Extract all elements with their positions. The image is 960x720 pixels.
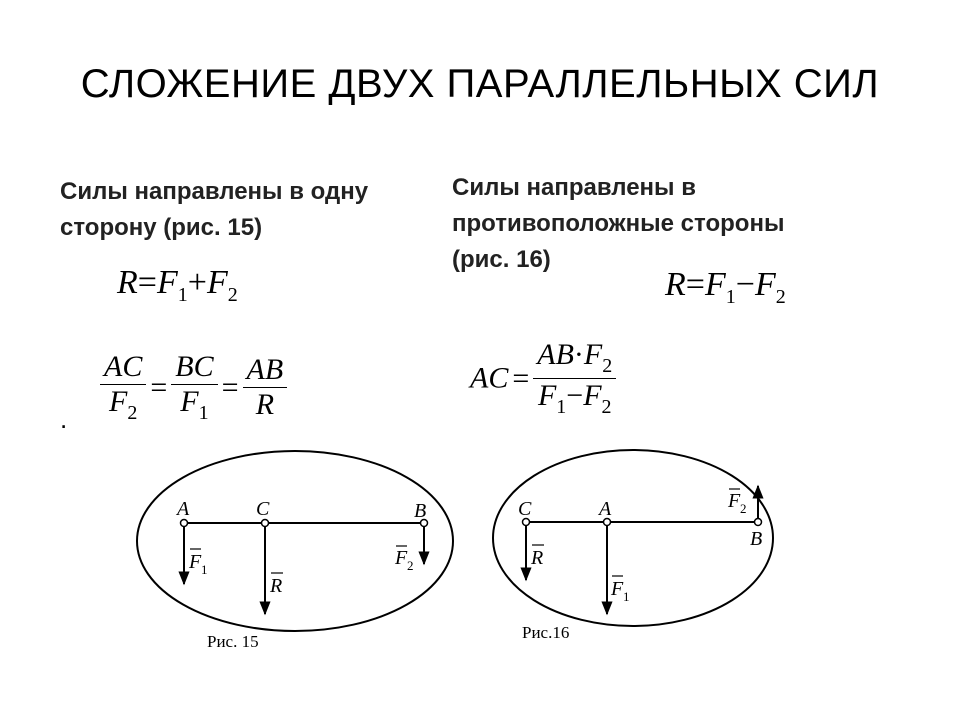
fig15-label-r: R (270, 575, 283, 597)
formula-sum-eq: = (137, 264, 157, 301)
formula-diff-f2-sub: 2 (775, 286, 786, 308)
formula-diff-eq: = (685, 266, 705, 303)
right-heading-line2: противоположные стороны (452, 210, 785, 237)
fig16-label-f2: F (728, 490, 741, 512)
fig16-label-f2-sub: 2 (740, 501, 747, 516)
ratio-r: R (243, 387, 288, 422)
figure-15 (137, 451, 453, 651)
ratio-ac: AC (104, 350, 143, 383)
slide-title: СЛОЖЕНИЕ ДВУХ ПАРАЛЛЕЛЬНЫХ СИЛ (80, 62, 880, 106)
fig15-label-f2-sub: 2 (407, 558, 414, 573)
ratio-f2: F (109, 385, 128, 418)
formula-diff-r: R (665, 266, 686, 303)
left-heading-line1: Силы направлены в одну (60, 178, 369, 205)
ratio-f1-sub: 1 (198, 402, 209, 424)
ac-lhs: AC (470, 361, 509, 395)
ratio-ab: AB (246, 353, 284, 386)
fig16-point-b (755, 519, 762, 526)
formula-diff-f2: F (754, 266, 776, 303)
fig15-caption: Рис. 15 (207, 632, 259, 651)
fig15-label-f1: F (189, 551, 202, 573)
ac-minus: − (566, 379, 584, 412)
ratio-f1: F (180, 385, 199, 418)
formula-diff-f1-sub: 1 (725, 286, 736, 308)
ac-ab: AB (537, 338, 574, 371)
formula-sum-f1-sub: 1 (177, 284, 188, 306)
right-heading-line1: Силы направлены в (452, 174, 696, 201)
ac-f2-den: F (583, 379, 602, 412)
ratio-bc: BC (175, 350, 214, 383)
ratio-eq-1: = (150, 370, 168, 404)
fig16-label-f1: F (611, 578, 624, 600)
fig16-label-c: C (518, 498, 532, 520)
formula-diff-f1: F (704, 266, 726, 303)
fig16-ellipse (493, 450, 773, 626)
left-heading-line2: сторону (рис. 15) (60, 214, 263, 241)
fig16-label-r: R (531, 547, 544, 569)
fig16-label-b: B (750, 528, 763, 550)
fig16-caption: Рис.16 (522, 623, 570, 642)
ac-dot: · (573, 338, 584, 371)
ac-eq: = (512, 361, 530, 395)
formula-sum-r: R (117, 264, 138, 301)
figure-16 (493, 450, 773, 642)
ac-f1-den: F (537, 379, 557, 412)
ac-f2-num: F (583, 338, 603, 371)
ac-f2-den-sub: 2 (601, 396, 612, 418)
formula-sum-f2: F (206, 264, 228, 301)
fig15-label-b: B (414, 500, 427, 522)
fig16-label-f1-sub: 1 (623, 589, 630, 604)
ac-f2-num-sub: 2 (602, 355, 613, 377)
fig15-label-a: A (177, 498, 190, 520)
fig15-label-f2: F (395, 547, 408, 569)
formula-diff-minus: − (735, 266, 755, 303)
fig15-point-c (262, 520, 269, 527)
formula-sum-f2-sub: 2 (227, 284, 238, 306)
stray-dot: . (60, 404, 68, 434)
formula-sum-plus: + (187, 264, 207, 301)
ac-f1-den-sub: 1 (556, 396, 567, 418)
ratio-f2-sub: 2 (127, 402, 138, 424)
fig15-point-a (181, 520, 188, 527)
right-heading-line3: (рис. 16) (452, 246, 551, 273)
formula-sum-f1: F (156, 264, 178, 301)
fig15-label-f1-sub: 1 (201, 562, 208, 577)
fig16-label-a: A (599, 498, 612, 520)
fig15-label-c: C (256, 498, 270, 520)
ratio-eq-2: = (221, 370, 239, 404)
